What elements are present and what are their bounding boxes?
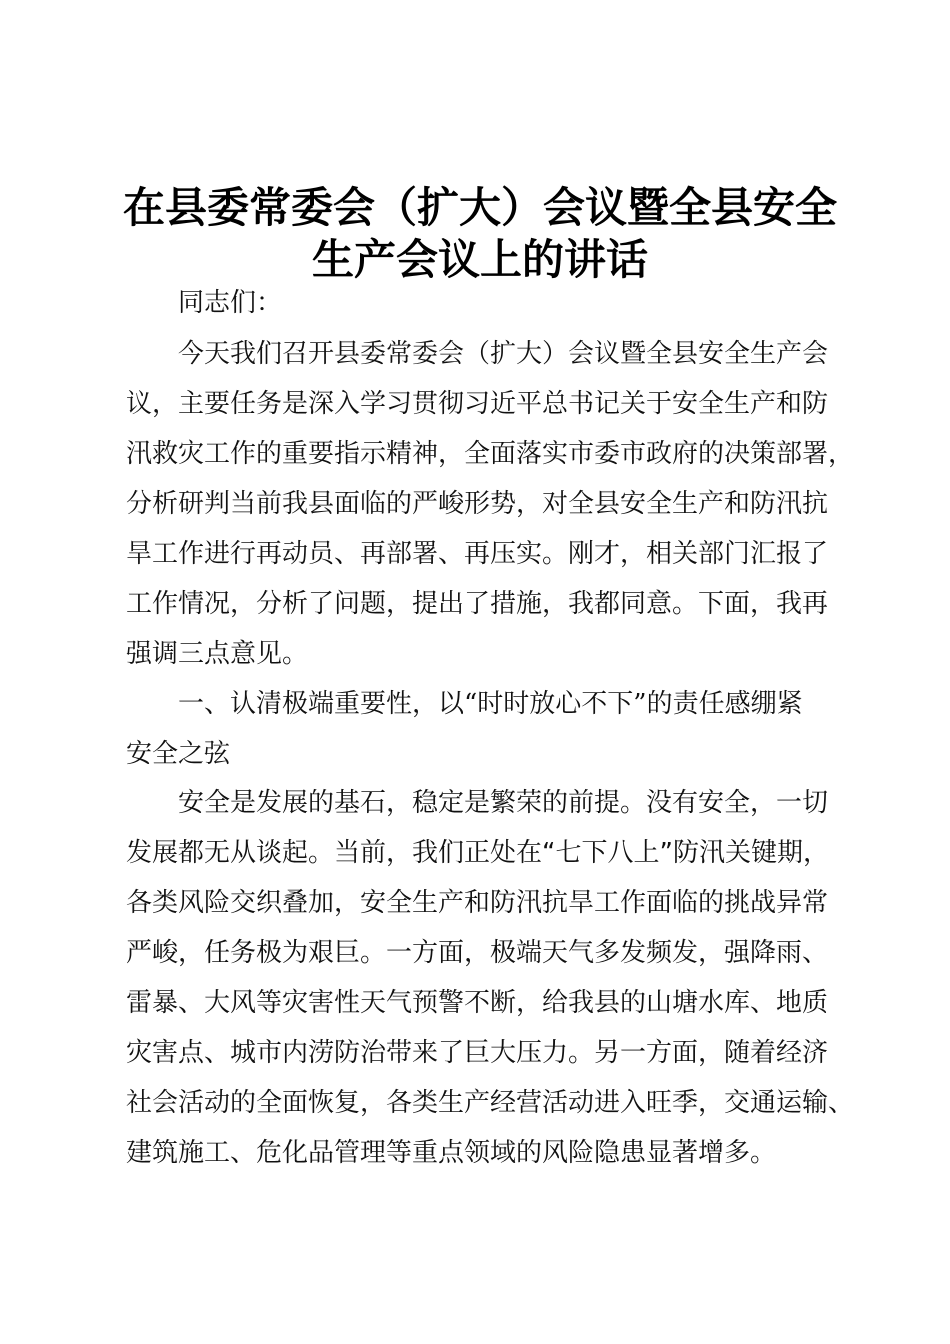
document-title-line-2: 生产会议上的讲话 bbox=[311, 235, 648, 284]
paragraph-line: 灾害点、城市内涝防治带来了巨大压力。另一方面，随着经济 bbox=[126, 1038, 829, 1068]
section-heading-line: 安全之弦 bbox=[126, 739, 231, 769]
paragraph-line: 雷暴、大风等灾害性天气预警不断，给我县的山塘水库、地质 bbox=[126, 988, 829, 1018]
paragraph-line: 工作情况，分析了问题，提出了措施，我都同意。下面，我再 bbox=[126, 589, 829, 619]
paragraph-line: 建筑施工、危化品管理等重点领域的风险隐患显著增多。 bbox=[126, 1138, 777, 1168]
paragraph-line: 分析研判当前我县面临的严峻形势，对全县安全生产和防汛抗 bbox=[126, 489, 829, 519]
paragraph-line: 汛救灾工作的重要指示精神，全面落实市委市政府的决策部署， bbox=[126, 439, 855, 469]
paragraph-line: 今天我们召开县委常委会（扩大）会议暨全县安全生产会 bbox=[178, 339, 829, 369]
salutation: 同志们： bbox=[178, 288, 283, 318]
section-heading-line: 一、认清极端重要性，以“时时放心不下”的责任感绷紧 bbox=[178, 689, 803, 719]
paragraph-line: 安全是发展的基石，稳定是繁荣的前提。没有安全，一切 bbox=[178, 788, 829, 818]
document-title-line-1: 在县委常委会（扩大）会议暨全县安全 bbox=[122, 183, 837, 232]
paragraph-line: 各类风险交织叠加，安全生产和防汛抗旱工作面临的挑战异常 bbox=[126, 888, 829, 918]
paragraph-line: 发展都无从谈起。当前，我们正处在“七下八上”防汛关键期， bbox=[126, 838, 829, 868]
paragraph-line: 强调三点意见。 bbox=[126, 639, 309, 669]
paragraph-line: 严峻，任务极为艰巨。一方面，极端天气多发频发，强降雨、 bbox=[126, 938, 829, 968]
paragraph-line: 议，主要任务是深入学习贯彻习近平总书记关于安全生产和防 bbox=[126, 389, 829, 419]
paragraph-line: 旱工作进行再动员、再部署、再压实。刚才，相关部门汇报了 bbox=[126, 539, 829, 569]
paragraph-line: 社会活动的全面恢复，各类生产经营活动进入旺季，交通运输、 bbox=[126, 1088, 855, 1118]
